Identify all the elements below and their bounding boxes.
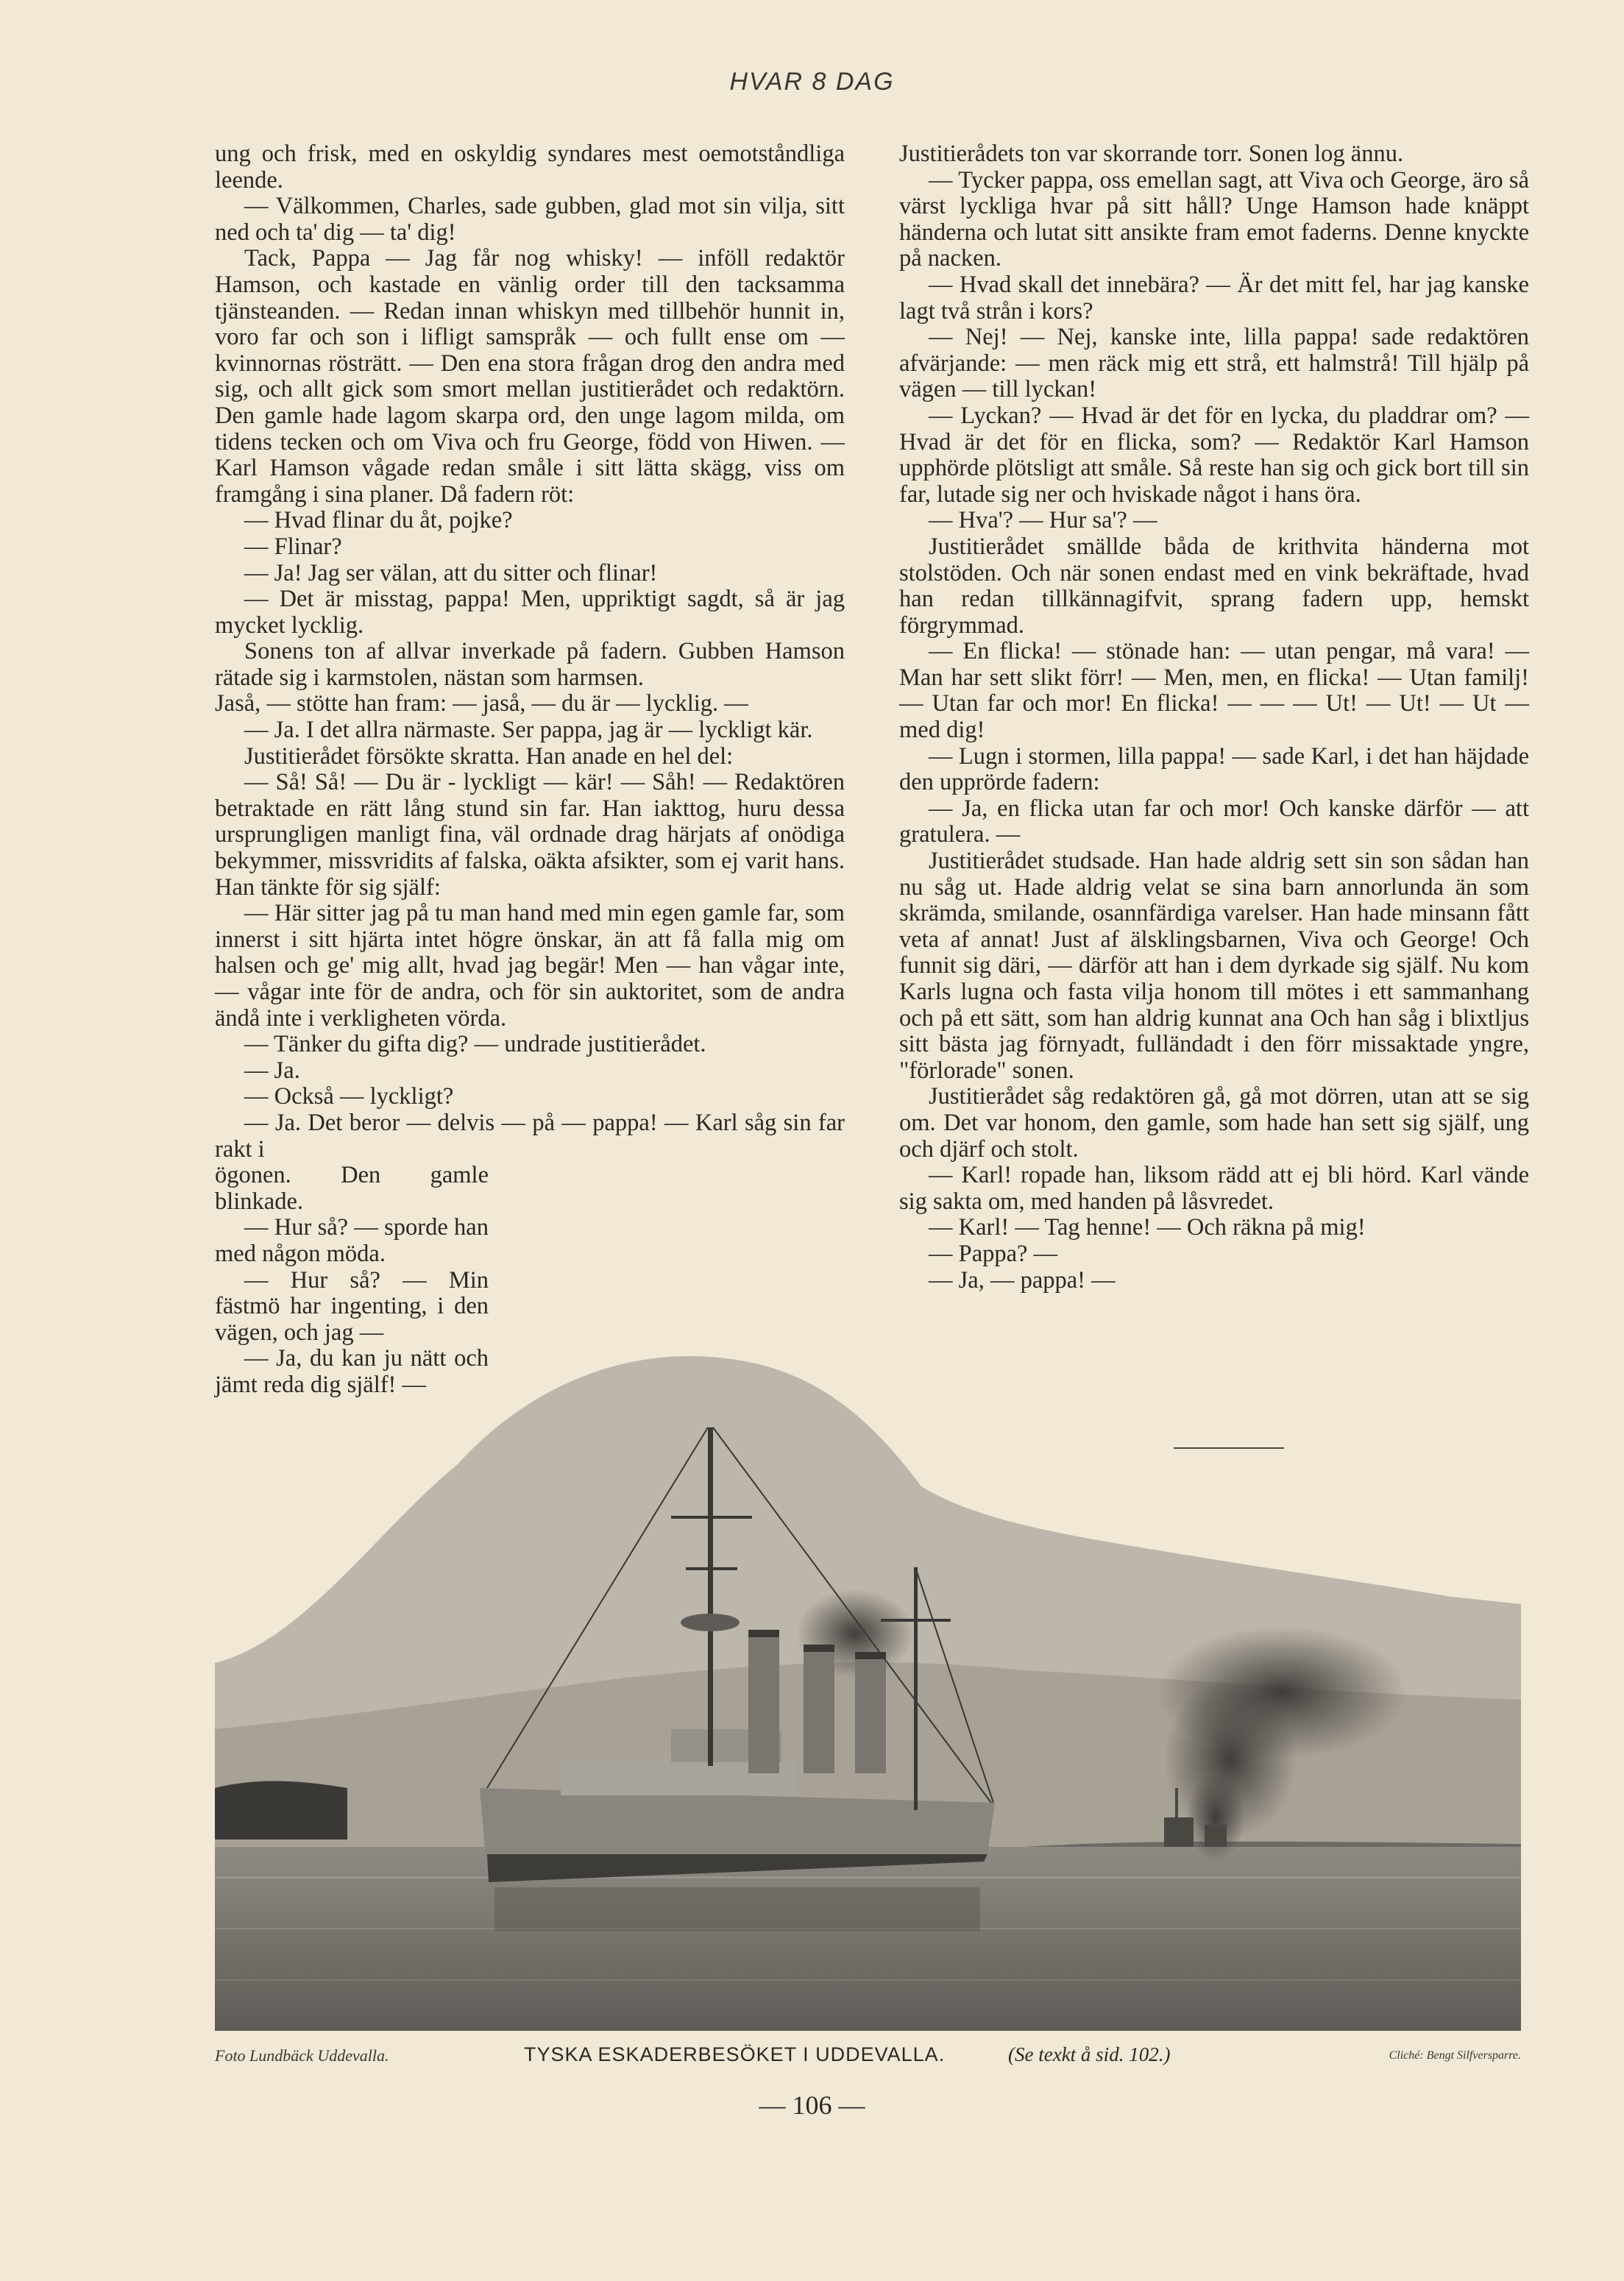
paragraph: Justitierådet smällde båda de krithvita händerna mot stolstöden. Och när sonen endast med en vink bekräftade, hvad han redan tillkännagifvit, sprang fadern upp, hemskt förgrymmad. — [899, 533, 1529, 639]
paragraph: — Tänker du gifta dig? — undrade justitierådet. — [244, 1031, 706, 1058]
paragraph: — En flicka! — stönade han: — utan pengar, må vara! — Man har sett slikt förr! — Men, men, en flicka! — Utan familj! — Utan far och mor! En flicka! — — — Ut! — Ut! — Ut — med dig! — [899, 638, 1529, 744]
paragraph: — Flinar? — [244, 533, 342, 560]
paragraph: — Hur så? — sporde han med någon möda. — [215, 1214, 489, 1267]
right-column — [899, 141, 1529, 1294]
paragraph: Sonens ton af allvar inverkade på fadern. Gubben Hamson rätade sig i karmstolen, nästan som harmsen. — [215, 638, 845, 691]
paragraph: — Pappa? — — [929, 1240, 1058, 1267]
paragraph: — Hva'? — Hur sa'? — — [929, 507, 1157, 534]
page-header: HVAR 8 DAG — [729, 68, 895, 96]
paragraph: — Här sitter jag på tu man hand med min egen gamle far, som innerst i sitt hjärta intet högre önskar, än att få falla mig om halsen och ge' mig allt, hvad jag begär! Men — han vågar inte, — vågar inte för de andra, och för sin auktoritet, som de andra ändå inte i verkligheten vörda. — [215, 900, 845, 1032]
paragraph: — Hvad flinar du åt, pojke? — [244, 507, 513, 534]
paragraph: — Ja! Jag ser välan, att du sitter och flinar! — [244, 559, 658, 586]
paragraph: — Ja. — [244, 1057, 300, 1084]
paragraph: — Lyckan? — Hvad är det för en lycka, du pladdrar om? — Hvad är det för en flicka, som? — Redaktör Karl Hamson upphörde plötsligt att småle. Så reste han sig och gick bort till sin far, lutade sig ner och hviskade något i hans öra. — [899, 402, 1529, 508]
photograph-cruiser — [215, 1347, 1521, 2031]
paragraph: — Hur så? — Min fästmö har ingenting, i den vägen, och jag — — [215, 1266, 489, 1346]
page-number: — 106 — — [759, 2090, 865, 2120]
paragraph: — Ja. I det allra närmaste. Ser pappa, jag är — lyckligt kär. — [244, 717, 813, 744]
paragraph: — Också — lyckligt? — [244, 1083, 454, 1110]
paragraph: ung och frisk, med en oskyldig syndares mest oemotståndliga leende. — [215, 141, 845, 194]
caption-reference: (Se texkt å sid. 102.) — [1008, 2043, 1171, 2065]
paragraph: ögonen. Den gamle blinkade. — [215, 1162, 489, 1215]
paragraph: — Karl! ropade han, liksom rädd att ej bli hörd. Karl vände sig sakta om, med handen på låsvredet. — [899, 1162, 1529, 1215]
paragraph: — Ja, — pappa! — — [929, 1266, 1116, 1294]
paragraph: — Tycker pappa, oss emellan sagt, att Viva och George, äro så värst lyckliga hvar på sitt håll? Unge Hamson hade knäppt händerna och lutat sitt ansikte fram emot faderns. Denne knyckte på nacken. — [899, 166, 1529, 272]
paragraph: — Hvad skall det innebära? — Är det mitt fel, har jag kanske lagt två strån i kors? — [899, 271, 1529, 324]
paragraph: Justitierådets ton var skorrande torr. Sonen log ännu. — [899, 141, 1404, 167]
paragraph: Jaså, — stötte han fram: — jaså, — du är — lycklig. — — [215, 690, 748, 717]
paragraph: — Ja, en flicka utan far och mor! Och kanske därför — att gratulera. — — [899, 795, 1529, 848]
paragraph: Justitierådet studsade. Han hade aldrig sett sin son sådan han nu såg ut. Hade aldrig velat se sina barn annorlunda än som skrämda, smilande, osannfärdiga varelser. Han hade minsann fått veta af annat! Just af älsklingsbarnen, Viva och George! Och funnit sig däri, — därför att han i dem dyrkade sig själf. Nu kom Karls lugna och fasta vilja honom till mötes i ett sammanhang och på ett sätt, som han aldrig kunnat ana Och han såg i blixtljus sitt bästa jag förnyadt, fulländadt i den förr missaktade yngre, "förlorade" sonen. — [899, 848, 1529, 1084]
paragraph: — Ja. Det beror — delvis — på — pappa! — Karl såg sin far rakt i — [215, 1109, 845, 1163]
cliche-credit: Cliché: Bengt Silfversparre. — [1389, 2049, 1521, 2062]
paragraph: — Ja, du kan ju nätt och jämt reda dig själf! — — [215, 1345, 489, 1398]
left-column — [215, 141, 845, 1399]
paragraph: Justitierådet försökte skratta. Han anade en hel del: — [244, 742, 734, 770]
paragraph: — Lugn i stormen, lilla pappa! — sade Karl, i det han häjdade den upprörde fadern: — [899, 742, 1529, 796]
paragraph: — Det är misstag, pappa! Men, uppriktigt sagdt, så är jag mycket lycklig. — [215, 586, 845, 639]
photo-credit: Foto Lundbäck Uddevalla. — [215, 2046, 389, 2065]
paragraph: — Så! Så! — Du är - lyckligt — kär! — Såh! — Redaktören betraktade en rätt lång stund sin far. Han iakttog, huru dessa ursprungligen manligt fina, väl ordnade drag härjats af onödiga bekymmer, missvridits af falska, oäkta afsikter, som ej varit hans. Han tänkte för sig själf: — [215, 769, 845, 901]
paragraph: — Karl! — Tag henne! — Och räkna på mig! — [929, 1214, 1366, 1241]
warship-photo-illustration — [215, 1347, 1521, 2031]
caption-title: TYSKA ESKADERBESÖKET I UDDEVALLA. — [524, 2043, 946, 2065]
paragraph: — Nej! — Nej, kanske inte, lilla pappa! sade redaktören afvärjande: — men räck mig ett strå, ett halmstrå! Till hjälp på vägen — till lyckan! — [899, 324, 1529, 403]
paragraph: — Välkommen, Charles, sade gubben, glad mot sin vilja, sitt ned och ta' dig — ta' dig! — [215, 193, 845, 246]
paragraph: Justitierådet såg redaktören gå, gå mot dörren, utan att se sig om. Det var honom, den gamle, som hade han sett sig själf, ung och djärf och stolt. — [899, 1083, 1529, 1163]
paragraph: Tack, Pappa — Jag får nog whisky! — inföll redaktör Hamson, och kastade en vänlig order till den tacksamma tjänsteanden. — Redan innan whiskyn med tillbehör hunnit in, voro far och son i lifligt samspråk — och fullt ense om — kvinnornas rösträtt. — Den ena stora frågan drog den andra med sig, och allt gick som smort mellan justitierådet och redaktörn. Den gamle hade lagom skarpa ord, den unge lagom milda, om tidens tecken och om Viva och fru George, född von Hiwen. — Karl Hamson vågade redan småle i sitt lätta skägg, viss om framgång i sina planer. Då fadern röt: — [215, 245, 845, 508]
photo-caption — [215, 2043, 1521, 2073]
